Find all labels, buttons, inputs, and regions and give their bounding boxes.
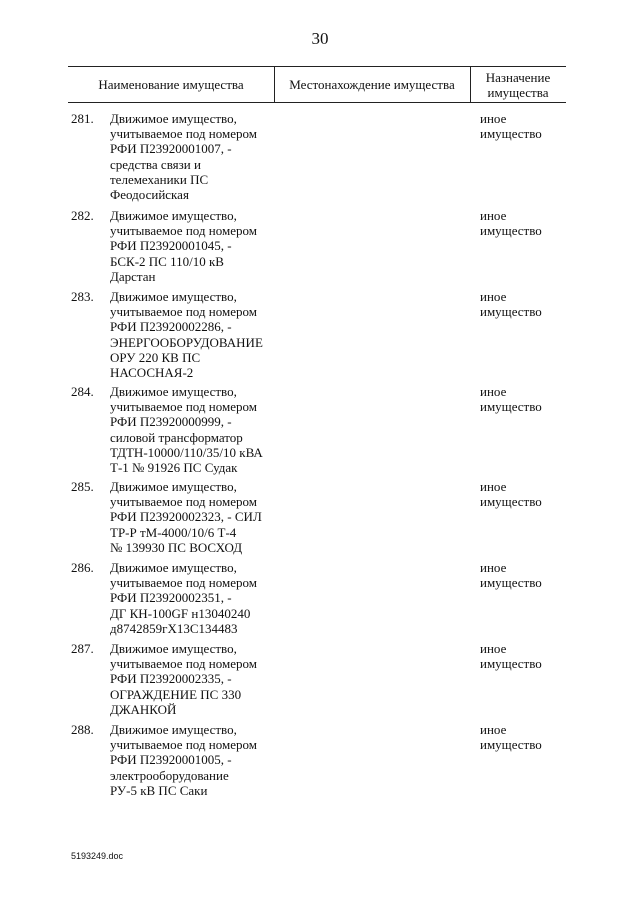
purpose-line: иное — [480, 289, 507, 304]
property-name-line: учитываемое под номером — [110, 575, 257, 591]
header-purpose-line2: имущества — [487, 84, 549, 100]
property-name-line: РФИ П23920001007, - — [110, 141, 232, 157]
property-purpose — [480, 641, 570, 671]
property-name-line: учитываемое под номером — [110, 737, 257, 753]
property-name-line: учитываемое под номером — [110, 494, 257, 510]
purpose-line: имущество — [480, 737, 542, 753]
purpose-line: имущество — [480, 494, 542, 510]
header-purpose-line1: Назначение — [485, 69, 551, 85]
property-name — [110, 111, 290, 202]
property-name-line: учитываемое под номером — [110, 126, 257, 142]
property-name-line: РФИ П23920002351, - — [110, 590, 232, 606]
property-name-line: ДГ КН-100GF н13040240 — [110, 605, 251, 621]
purpose-line: иное — [480, 208, 507, 223]
property-name-line: Движимое имущество, — [110, 384, 237, 399]
property-name — [110, 479, 290, 555]
row-number: 286. — [71, 560, 94, 575]
property-name-line: средства связи и — [110, 156, 201, 172]
property-name — [110, 560, 290, 636]
property-name-line: ОРУ 220 КВ ПС — [110, 349, 201, 365]
property-name — [110, 289, 290, 380]
property-name-line: БСК-2 ПС 110/10 кВ — [110, 253, 224, 269]
property-name — [110, 208, 290, 284]
property-name-line: Движимое имущество, — [110, 208, 237, 223]
row-number: 285. — [71, 479, 94, 494]
property-name-line: электрооборудование — [110, 767, 229, 783]
property-name-line: учитываемое под номером — [110, 399, 257, 415]
header-location: Местонахождение имущества — [274, 67, 471, 102]
purpose-line: имущество — [480, 126, 542, 142]
row-number: 283. — [71, 289, 94, 304]
property-purpose — [480, 722, 570, 752]
purpose-line: имущество — [480, 656, 542, 672]
property-name-line: д8742859гХ13С134483 — [110, 620, 238, 636]
property-name-line: Движимое имущество, — [110, 289, 237, 304]
property-name-line: РФИ П23920002335, - — [110, 671, 232, 687]
header-name: Наименование имущества — [68, 67, 275, 102]
property-name-line: № 139930 ПС ВОСХОД — [110, 539, 243, 555]
property-name-line: Движимое имущество, — [110, 560, 237, 575]
property-purpose — [480, 111, 570, 141]
property-purpose — [480, 289, 570, 319]
property-name-line: РФИ П23920002323, - СИЛ — [110, 509, 262, 525]
property-name-line: Движимое имущество, — [110, 641, 237, 656]
row-number: 284. — [71, 384, 94, 399]
purpose-line: иное — [480, 384, 507, 399]
property-name — [110, 384, 290, 475]
row-number: 288. — [71, 722, 94, 737]
property-name-line: ДЖАНКОЙ — [110, 701, 177, 717]
document-filename: 5193249.doc — [71, 851, 124, 861]
header-purpose — [470, 67, 566, 102]
property-name-line: учитываемое под номером — [110, 656, 257, 672]
property-name-line: РУ-5 кВ ПС Саки — [110, 782, 208, 798]
property-name-line: Движимое имущество, — [110, 479, 237, 494]
property-name-line: Т-1 № 91926 ПС Судак — [110, 460, 238, 476]
purpose-line: имущество — [480, 304, 542, 320]
purpose-line: иное — [480, 641, 507, 656]
page-number: 30 — [311, 29, 329, 48]
property-name-line: РФИ П23920001005, - — [110, 752, 232, 768]
property-name-line: НАСОСНАЯ-2 — [110, 365, 194, 381]
property-name-line: РФИ П23920000999, - — [110, 414, 232, 430]
purpose-line: иное — [480, 722, 507, 737]
purpose-line: имущество — [480, 223, 542, 239]
purpose-line: имущество — [480, 399, 542, 415]
purpose-line: иное — [480, 479, 507, 494]
property-purpose — [480, 384, 570, 414]
purpose-line: иное — [480, 111, 507, 126]
property-name-line: учитываемое под номером — [110, 304, 257, 320]
property-name — [110, 641, 290, 717]
property-name-line: Дарстан — [110, 268, 156, 284]
property-name-line: Движимое имущество, — [110, 722, 237, 737]
row-number: 287. — [71, 641, 94, 656]
row-number: 282. — [71, 208, 94, 223]
property-name-line: ЭНЕРГООБОРУДОВАНИЕ — [110, 334, 263, 350]
purpose-line: иное — [480, 560, 507, 575]
purpose-line: имущество — [480, 575, 542, 591]
property-name-line: ТР-Р тМ-4000/10/6 Т-4 — [110, 524, 237, 540]
property-name-line: телемеханики ПС — [110, 171, 209, 187]
row-number: 281. — [71, 111, 94, 126]
property-name — [110, 722, 290, 798]
property-name-line: ТДТН-10000/110/35/10 кВА — [110, 444, 263, 460]
property-name-line: Движимое имущество, — [110, 111, 237, 126]
property-purpose — [480, 208, 570, 238]
property-name-line: РФИ П23920002286, - — [110, 319, 232, 335]
property-purpose — [480, 560, 570, 590]
property-name-line: ОГРАЖДЕНИЕ ПС 330 — [110, 686, 242, 702]
property-name-line: Феодосийская — [110, 187, 189, 203]
property-purpose — [480, 479, 570, 509]
property-name-line: учитываемое под номером — [110, 223, 257, 239]
property-name-line: силовой трансформатор — [110, 429, 243, 445]
property-name-line: РФИ П23920001045, - — [110, 238, 232, 254]
table-header — [68, 66, 566, 103]
